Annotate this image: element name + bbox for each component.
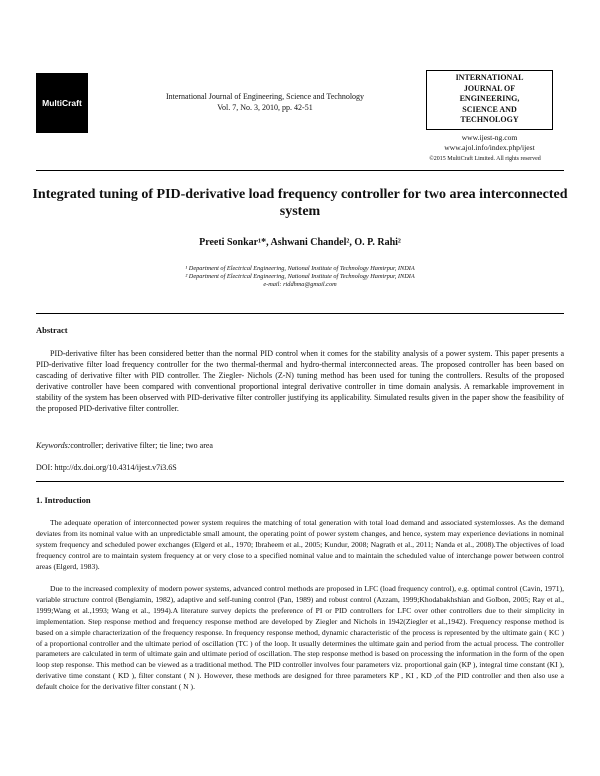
journal-box-line: JOURNAL OF: [463, 83, 516, 93]
keywords: [36, 441, 564, 450]
journal-box-line: ENGINEERING,: [459, 94, 520, 103]
journal-ajol-link[interactable]: www.ajol.info/index.php/ijest: [444, 143, 535, 152]
intro-paragraph-2: Due to the increased complexity of modern power systems, advanced control methods are proposed in LFC (load frequency control), e.g. optimal control (Cavin, 1971), variable structure control (Bengiamin, 1982), adaptive and self-tuning control (Pan, 1989) and robust control (Azzam, 1999;Khodabakhshian and Golbon, 2005; Ray et al., 1999;Wang et al.,1993; Wang et al., 1994).A literature survey depicts the preference of PI or PID controllers for LFC over other controllers due to their simplicity in implementation. Step response method and frequency response method are developed by Ziegler and Nichols in 1942(Ziegler et al.,1942). Frequency response method is based on a simple characterization of the frequency response. In frequency response method, dynamic characteristic of the process is represented by the ultimate gain ( KC ) of a proportional controller and the ultimate period of oscillation (TC ) of the loop. It usually determines the ultimate gain and period from the actual process. The controller parameters are calculated in term of ultimate gain and ultimate period of oscillation. The step response method is based on processing the information in the form of the open loop step response. This method can be viewed as a traditional method. The PID controller involves four parameters viz. proportional gain (KP ), integral time constant (KI ), derivative time constant ( KD ), filter constant ( N ). However, these methods are designed for three parameters KP , KI , KD ,of the PID controller and then also use a default choice for the derivative filter constant ( N ).: [36, 584, 564, 692]
logo-text: MultiCraft: [42, 98, 82, 108]
journal-box-line: SCIENCE AND: [462, 104, 517, 114]
section-heading-introduction: 1. Introduction: [36, 495, 91, 505]
abstract-text: PID-derivative filter has been considered better than the normal PID control when it comes for the stability analysis of a power system. This paper presents a PID-derivative filter load frequency controller for the two thermal-thermal and hydro-thermal interconnected areas. The proposed controller has been based on cascading of derivative filter with PID controller. The Ziegler- Nichols (Z-N) tuning method has been used for tuning the controllers. Results of the proposed derivative controller have been compared with conventional proportional integral derivative controller in time domain analysis. A remarkable improvement in stability of the system has been observed with PID-derivative filter controller justifying its applicability. Simulated results given in the paper show the feasibility of the proposed PID-derivative filter controller.: [36, 349, 564, 413]
publisher-logo: [36, 73, 88, 133]
journal-box-line: INTERNATIONAL: [455, 73, 524, 82]
abstract-top-divider: [36, 313, 564, 314]
affiliations: [30, 265, 570, 289]
journal-info: [140, 92, 390, 113]
keywords-label: Keywords:: [36, 441, 71, 450]
journal-links: [426, 133, 553, 153]
doi-link[interactable]: DOI: http://dx.doi.org/10.4314/ijest.v7i3.6S: [36, 463, 177, 472]
abstract-bottom-divider: [36, 481, 564, 482]
keywords-text: controller; derivative filter; tie line; two area: [70, 441, 213, 450]
paper-title: Integrated tuning of PID-derivative load frequency controller for two area interconnected system: [32, 187, 568, 219]
journal-website-link[interactable]: www.ijest-ng.com: [461, 133, 518, 142]
abstract-heading: Abstract: [36, 325, 68, 335]
header-divider: [36, 170, 564, 171]
journal-title-box: [426, 70, 553, 130]
journal-name: International Journal of Engineering, Science and Technology: [165, 92, 365, 101]
intro-paragraph-1: The adequate operation of interconnected power system requires the matching of total generation with total load demand and associated systemlosses. As the demand deviates from its nominal value with an unpredictable small amount, the operating point of power system changes, and hence, system may experience deviations in nominal system frequency and scheduled power exchanges (Elgerd et al., 1970; Ibraheem et al., 2005; Kundur, 2008; Nagrath et al., 2011; Nanda et al., 2008).The objectives of load frequency control are to maintain system frequency at or very close to a specified nominal value and to maintain the scheduled value of interchange power between control areas (Elgerd, 1983).: [36, 518, 564, 571]
journal-box-line: TECHNOLOGY: [460, 115, 519, 124]
copyright-notice: ©2015 MultiCraft Limited. All rights reserved: [429, 156, 541, 162]
contact-email: e-mail: riddhma@gmail.com: [263, 281, 337, 288]
affiliation-1: ¹ Department of Electrical Engineering, National Institute of Technology Hamirpur, INDIA: [185, 265, 415, 272]
journal-volume: Vol. 7, No. 3, 2010, pp. 42-51: [217, 102, 313, 112]
author-list: Preeti Sonkar¹*, Ashwani Chandel², O. P. Rahi²: [199, 237, 401, 248]
affiliation-2: ² Department of Electrical Engineering, National Institute of Technology Hamirpur, INDIA: [185, 273, 415, 280]
